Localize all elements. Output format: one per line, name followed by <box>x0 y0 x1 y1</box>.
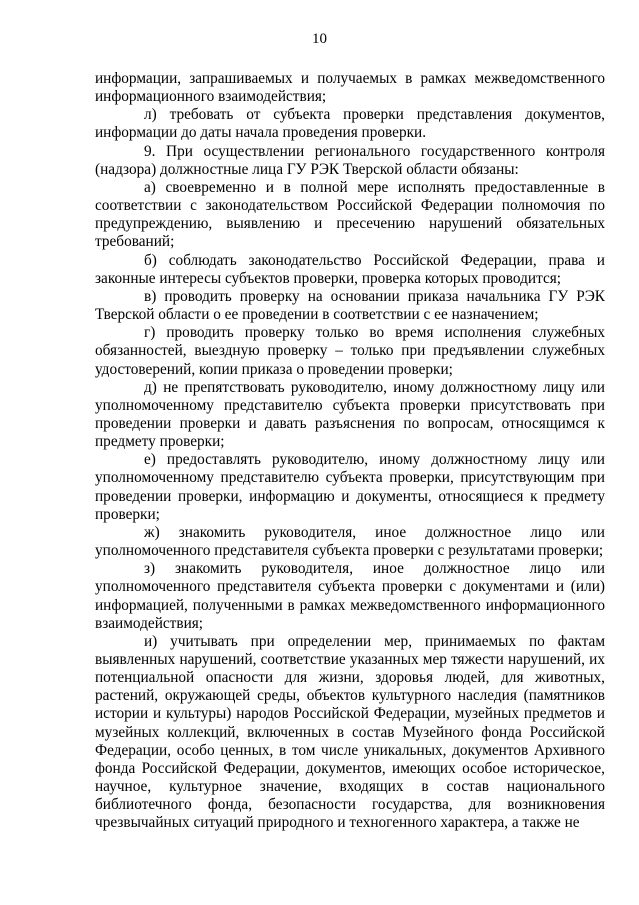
page-number: 10 <box>312 31 327 47</box>
paragraph-item-d: д) не препятствовать руководителю, иному должностному лицу или уполномоченному представителю субъекта проверки присутствовать при проведении проверки и давать разъяснения по вопросам, относящимся к предмету проверки; <box>95 378 605 451</box>
paragraph-item-i: и) учитывать при определении мер, принимаемых по фактам выявленных нарушений, соответствие указанных мер тяжести нарушений, их потенциальной опасности для жизни, здоровья людей, для животных, растений, окружающей среды, объектов культурного наследия (памятников истории и культуры) народов Российской Федерации, музейных предметов и музейных коллекций, включенных в состав Музейного фонда Российской Федерации, особо ценных, в том числе уникальных, документов Архивного фонда Российской Федерации, документов, имеющих особое историческое, научное, культурное значение, входящих в состав национального библиотечного фонда, безопасности государства, для возникновения чрезвычайных ситуаций природного и техногенного характера, а также не <box>95 632 605 832</box>
paragraph-item-l: л) требовать от субъекта проверки представления документов, информации до даты начала проведения проверки. <box>95 106 605 142</box>
paragraph-item-g: г) проводить проверку только во время исполнения служебных обязанностей, выездную проверку – только при предъявлении служебных удостоверений, копии приказа о проведении проверки; <box>95 324 605 378</box>
paragraph-section-9: 9. При осуществлении регионального государственного контроля (надзора) должностные лица ГУ РЭК Тверской области обязаны: <box>95 142 605 178</box>
paragraph-item-v: в) проводить проверку на основании приказа начальника ГУ РЭК Тверской области о ее проведении в соответствии с ее назначением; <box>95 287 605 324</box>
document-body <box>95 70 605 833</box>
paragraph-continuation: информации, запрашиваемых и получаемых в рамках межведомственного информационного взаимодействия; <box>95 70 605 106</box>
paragraph-item-a: а) своевременно и в полной мере исполнять предоставленные в соответствии с законодательством Российской Федерации полномочия по предупреждению, выявлению и пресечению нарушений обязательных требований; <box>95 178 605 251</box>
paragraph-item-z: з) знакомить руководителя, иное должностное лицо или уполномоченного представителя субъекта проверки с документами и (или) информацией, полученными в рамках межведомственного информационного взаимодействия; <box>95 560 605 632</box>
paragraph-item-zh: ж) знакомить руководителя, иное должностное лицо или уполномоченного представителя субъекта проверки с результатами проверки; <box>95 523 605 560</box>
paragraph-item-e: е) предоставлять руководителю, иному должностному лицу или уполномоченному представителю субъекта проверки, присутствующим при проведении проверки, информацию и документы, относящиеся к предмету проверки; <box>95 451 605 523</box>
paragraph-item-b: б) соблюдать законодательство Российской Федерации, права и законные интересы субъектов проверки, проверка которых проводится; <box>95 251 605 287</box>
